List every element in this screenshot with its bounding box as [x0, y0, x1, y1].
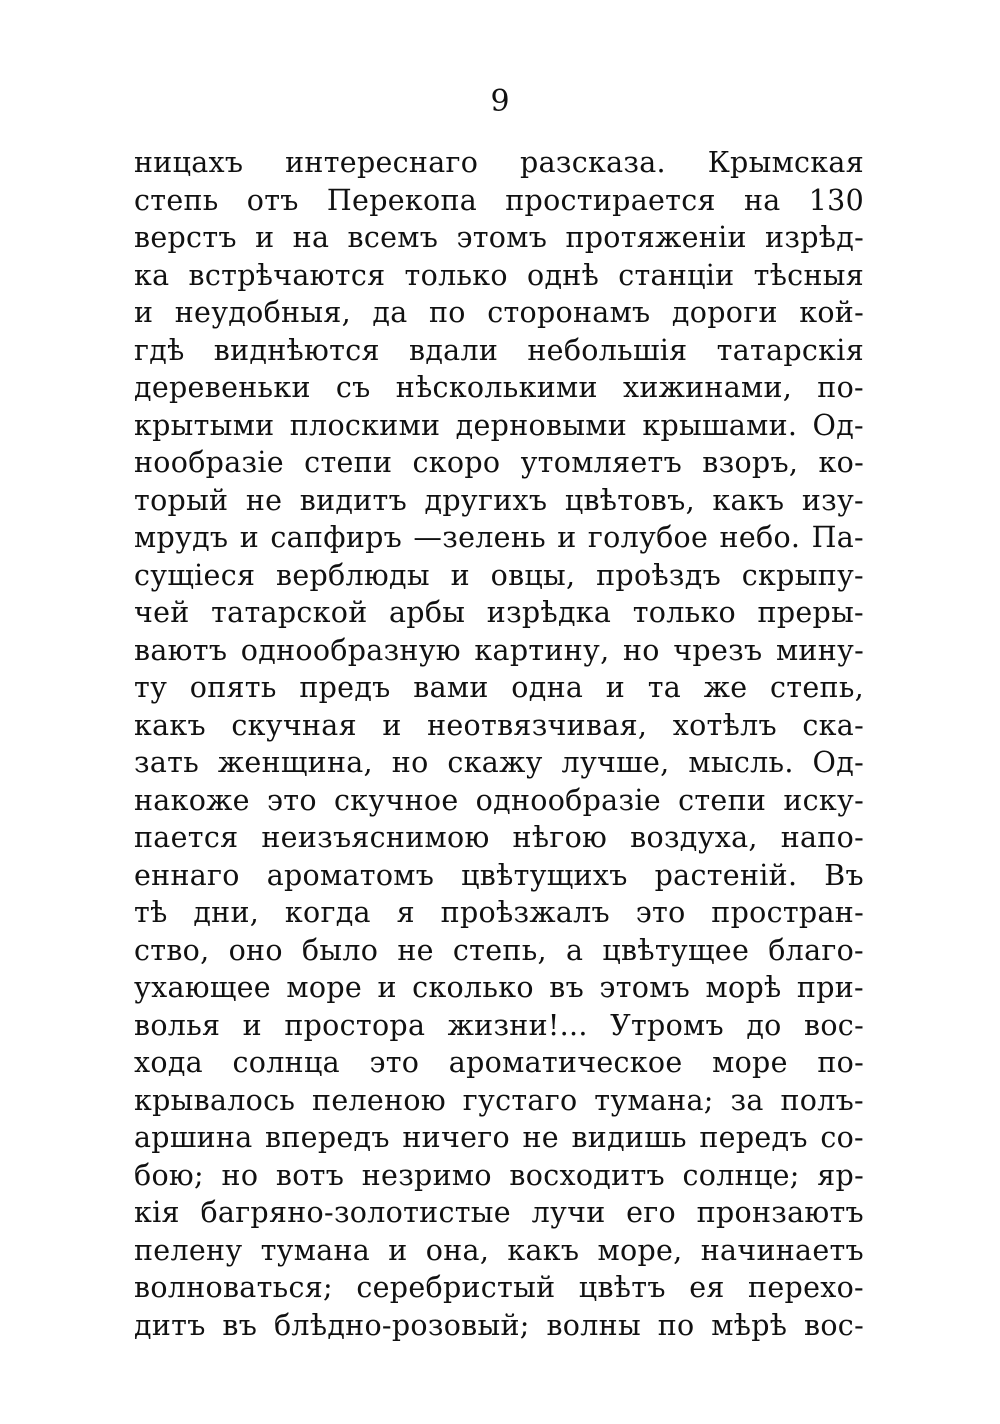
- text-line: ухающее море и сколько въ этомъ морѣ при-: [134, 971, 864, 1004]
- text-line: крытыми плоскими дерновыми крышами. Од-: [134, 408, 864, 442]
- text-line: степь отъ Перекопа простирается на 130: [134, 183, 864, 217]
- text-line: волья и простора жизни!... Утромъ до вос-: [134, 1008, 864, 1042]
- text-line: деревеньки съ нѣсколькими хижинами, по-: [134, 371, 864, 404]
- text-line: ваютъ однообразную картину, но чрезъ мину-: [134, 633, 864, 667]
- text-line: ка встрѣчаются только однѣ станціи тѣсныя: [134, 258, 864, 292]
- text-line: крывалось пеленою густаго тумана; за полъ-: [134, 1083, 864, 1117]
- text-line: пелену тумана и она, какъ море, начинаетъ: [134, 1233, 864, 1267]
- text-line: верстъ и на всемъ этомъ протяженіи изрѣд-: [134, 221, 864, 254]
- text-line: торый не видитъ другихъ цвѣтовъ, какъ изу-: [134, 483, 864, 517]
- text-line: накоже это скучное однообразіе степи иску-: [134, 783, 864, 817]
- text-line: зать женщина, но скажу лучше, мысль. Од-: [134, 746, 864, 779]
- text-line: волноваться; серебристый цвѣтъ ея перехо-: [134, 1271, 864, 1304]
- text-line: бою; но вотъ незримо восходитъ солнце; яр-: [134, 1158, 864, 1192]
- text-line: какъ скучная и неотвязчивая, хотѣлъ ска-: [134, 708, 864, 742]
- text-line: ство, оно было не степь, а цвѣтущее благо-: [134, 933, 864, 967]
- text-line: и неудобныя, да по сторонамъ дороги кой-: [134, 296, 864, 329]
- text-line: еннаго ароматомъ цвѣтущихъ растеній. Въ: [134, 858, 864, 892]
- text-line: ту опять предъ вами одна и та же степь,: [134, 671, 864, 704]
- text-line: сущіеся верблюды и овцы, проѣздъ скрыпу-: [134, 558, 864, 592]
- text-line: чей татарской арбы изрѣдка только преры-: [134, 596, 864, 629]
- text-line: гдѣ виднѣются вдали небольшія татарскія: [134, 333, 864, 367]
- text-line: ницахъ интереснаго разсказа. Крымская: [134, 146, 864, 179]
- text-line: мрудъ и сапфиръ —зелень и голубое небо. Па-: [134, 521, 864, 554]
- text-line: пается неизъяснимою нѣгою воздуха, напо-: [134, 821, 864, 854]
- body-text: [134, 144, 864, 1344]
- text-line: кія багряно-золотистые лучи его пронзаютъ: [134, 1196, 864, 1229]
- text-line: тѣ дни, когда я проѣзжалъ это простран-: [134, 896, 864, 929]
- page-number: 9: [490, 84, 510, 119]
- text-line: нообразіе степи скоро утомляетъ взоръ, ко-: [134, 446, 864, 479]
- text-line: дитъ въ блѣдно-розовый; волны по мѣрѣ вос-: [134, 1308, 864, 1342]
- text-line: хода солнца это ароматическое море по-: [134, 1046, 864, 1079]
- text-line: аршина впередъ ничего не видишь передъ со-: [134, 1121, 864, 1154]
